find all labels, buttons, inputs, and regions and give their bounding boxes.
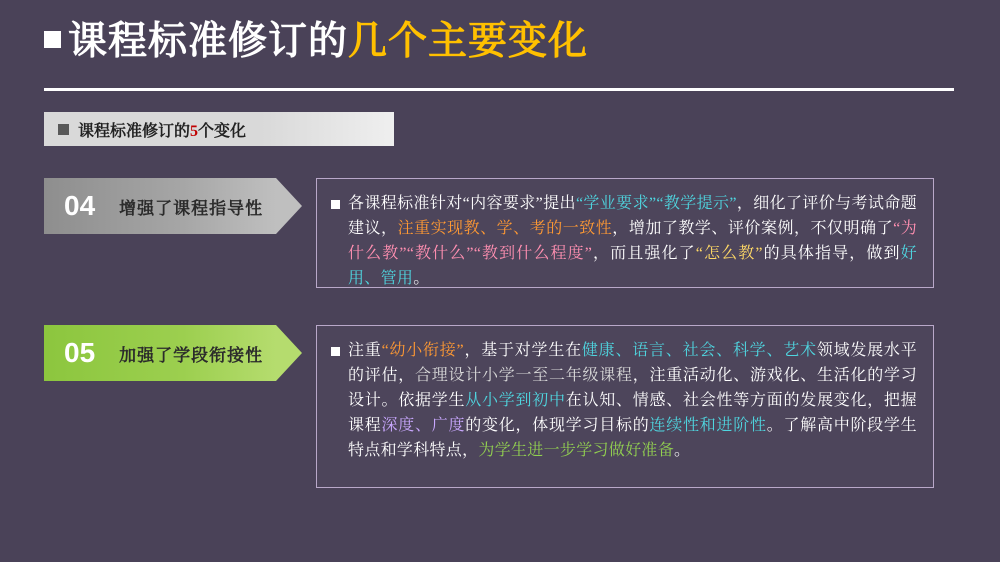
content-bullet-icon: [331, 200, 340, 209]
text-segment: 深度、广度: [381, 417, 466, 434]
text-segment: ，注重活动化、游戏化、生活化的学习设计。依据学生: [348, 367, 918, 409]
text-segment: “为什么教”“教什么”“教到什么程度”: [348, 220, 918, 262]
text-segment: “幼小衔接”: [381, 342, 464, 359]
content-bullet-icon: [331, 347, 340, 356]
square-bullet-icon: [44, 31, 61, 48]
section-number-04: 04: [64, 190, 96, 221]
section-tag-04-body: [44, 178, 276, 234]
content-text-04: [348, 191, 917, 291]
text-segment: ，细化了评价与考试命题建议，: [348, 195, 917, 237]
content-row-05: [44, 325, 934, 488]
text-segment: “怎么教”: [695, 245, 763, 262]
section-label-04: 增强了课程指导性: [119, 198, 264, 218]
section-tag-05: [44, 325, 302, 381]
text-segment: 。: [413, 270, 430, 287]
section-label-05: 加强了学段衔接性: [119, 345, 264, 365]
text-segment: 健康、语言、社会、科学、艺术: [581, 342, 817, 359]
text-segment: 。了解高中阶段学生特点和学科特点，: [348, 417, 917, 459]
content-box-04: [316, 178, 934, 288]
content-box-05: [316, 325, 934, 488]
section-number-05: 05: [64, 337, 96, 368]
text-segment: 从小学到初中: [465, 392, 566, 409]
arrow-icon: [276, 325, 302, 381]
section-tag-04: [44, 178, 302, 234]
text-segment: 各课程标准针对“内容要求”提出: [348, 195, 576, 212]
page-title: [44, 22, 588, 61]
text-segment: ，基于对学生在: [463, 342, 582, 359]
subheading-text: 课程标准修订的5个变化: [78, 122, 247, 140]
text-segment: 为学生进一步学习做好准备: [478, 442, 675, 459]
text-segment: 的变化，体现学习目标的: [465, 417, 650, 434]
content-text-05: [348, 338, 917, 463]
text-segment: 在认知、情感、社会性等方面的发展变化，把握课程: [348, 392, 917, 434]
text-segment: 的具体指导，做到: [762, 245, 901, 262]
text-segment: 连续性和进阶性: [649, 417, 767, 434]
subheading-bar: [44, 112, 394, 146]
title-divider: [44, 88, 954, 91]
text-segment: 注重: [348, 342, 382, 359]
arrow-icon: [276, 178, 302, 234]
text-segment: ，而且强化了: [592, 245, 696, 262]
subheading-bullet-icon: [58, 124, 69, 135]
text-segment: 注重实现教、学、考的一致性: [397, 220, 613, 237]
text-segment: 领域发展水平的评估，: [348, 342, 918, 384]
title-main-text: 课程标准修订的: [68, 20, 349, 63]
text-segment: “学业要求”“教学提示”: [575, 195, 737, 212]
title-accent-text: 几个主要变化: [348, 20, 589, 63]
section-tag-05-body: [44, 325, 276, 381]
text-segment: 好用、管用: [348, 245, 917, 287]
text-segment: 。: [674, 442, 691, 459]
text-segment: 合理设计小学一至二年级课程: [415, 367, 633, 384]
content-row-04: [44, 178, 934, 288]
text-segment: ，增加了教学、评价案例，不仅明确了: [612, 220, 894, 237]
